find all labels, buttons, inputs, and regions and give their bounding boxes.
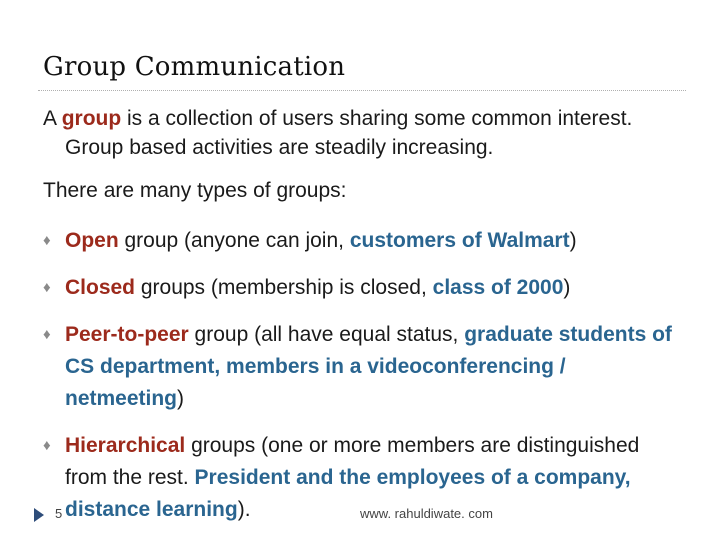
footer-arrow-icon	[34, 508, 44, 522]
types-intro: There are many types of groups:	[43, 179, 347, 202]
intro-rest: is a collection of users sharing some common interest. Group based activities are steadily increasing.	[65, 107, 633, 159]
bullet-example: customers of Walmart	[349, 229, 570, 252]
bullet-text: group (all have equal status,	[188, 323, 465, 346]
slide-body	[43, 104, 683, 541]
bullet-end: ).	[237, 498, 251, 521]
group-types-list	[43, 225, 683, 526]
title-divider	[38, 90, 686, 91]
diamond-bullet-icon: ♦	[43, 437, 51, 454]
diamond-bullet-icon: ♦	[43, 232, 51, 249]
page-number: 5	[55, 506, 63, 521]
diamond-bullet-icon: ♦	[43, 326, 51, 343]
bullet-example: class of 2000	[432, 276, 564, 299]
bullet-closed	[43, 272, 683, 304]
footer-url: www. rahuldiwate. com	[360, 506, 493, 521]
bullet-text: groups (membership is closed,	[135, 276, 433, 299]
bullet-example: President and the employees of a company, distance learning	[65, 466, 631, 521]
bullet-example: graduate students of CS department, members in a videoconferencing / netmeeting	[65, 323, 672, 410]
bullet-key-term: Closed	[65, 276, 136, 299]
bullet-end: )	[569, 229, 577, 252]
bullet-end: )	[177, 387, 185, 410]
bullet-text: group (anyone can join,	[118, 229, 350, 252]
slide-title: Group Communication	[43, 52, 346, 82]
intro-key-term: group	[61, 107, 122, 130]
bullet-key-term: Hierarchical	[65, 434, 186, 457]
intro-start: A	[43, 107, 62, 130]
bullet-text: groups (one or more members are distinguished from the rest.	[65, 434, 640, 489]
intro-paragraph	[43, 104, 683, 162]
bullet-key-term: Open	[65, 229, 119, 252]
bullet-key-term: Peer-to-peer	[65, 323, 189, 346]
bullet-peer-to-peer	[43, 319, 683, 415]
diamond-bullet-icon: ♦	[43, 279, 51, 296]
bullet-end: )	[563, 276, 571, 299]
bullet-open	[43, 225, 683, 257]
